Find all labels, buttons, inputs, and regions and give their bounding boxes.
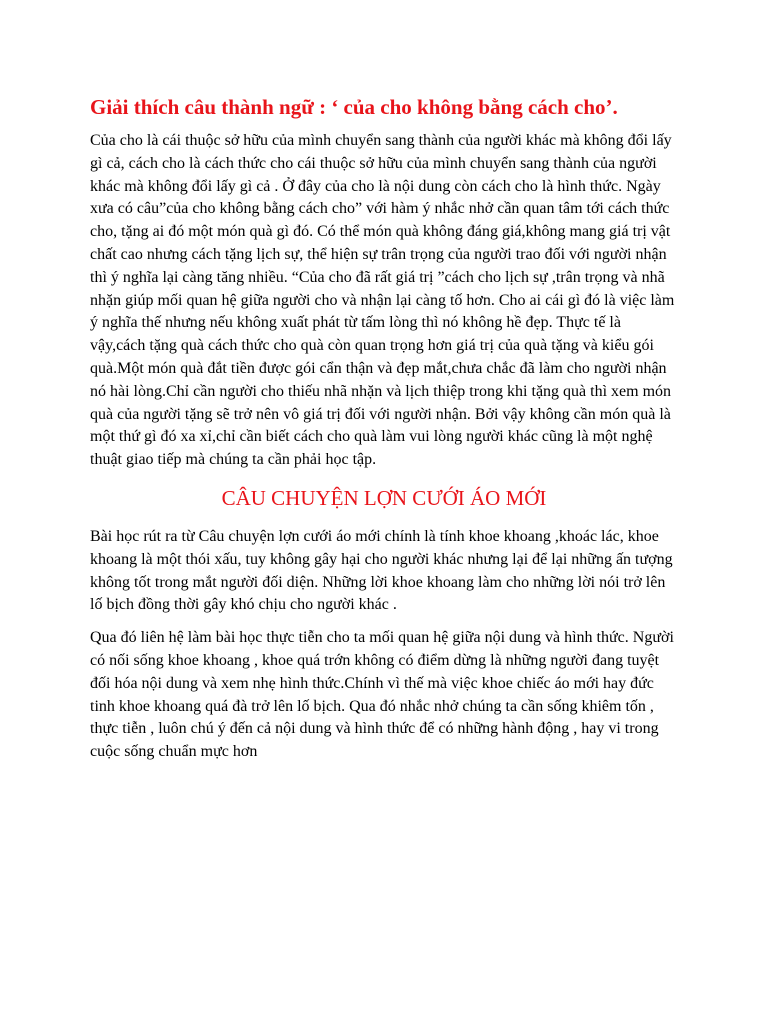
- paragraph-1: Của cho là cái thuộc sở hữu của mình chuyển sang thành của người khác mà không đổi lấy gì cả, cách cho là cách thức cho cái thuộc sở hữu của mình chuyển sang thành của người khác mà không đổi lấy gì cả . Ở đây của cho là nội dung còn cách cho là hình thức. Ngày xưa có câu”của cho không bằng cách cho” với hàm ý nhắc nhở cần quan tâm tới cách thức cho, tặng ai đó một món quà gì đó. Có thể món quà không đáng giá,không mang giá trị vật chất cao nhưng cách tặng lịch sự, thể hiện sự trân trọng của người trao đối với người nhận thì ý nghĩa lại càng tăng nhiều. “Của cho đã rất giá trị ”cách cho lịch sự ,trân trọng và nhã nhặn giúp mối quan hệ giữa người cho và nhận lại càng tố hơn. Cho ai cái gì đó là việc làm ý nghĩa thế nhưng nếu không xuất phát từ tấm lòng thì nó không hề đẹp. Thực tế là vậy,cách tặng quà cách thức cho quà còn quan trọng hơn giá trị của quà tặng và kiểu gói quà.Một món quà đắt tiền được gói cẩn thận và đẹp mắt,chưa chắc đã làm cho người nhận nó hài lòng.Chỉ cần người cho thiếu nhã nhặn và lịch thiệp trong khi tặng quà thì xem món quà của người tặng sẽ trở nên vô giá trị đối với người nhận. Bởi vậy không cần món quà là một thứ gì đó xa xỉ,chỉ cần biết cách cho quà làm vui lòng người khác cũng là một nghệ thuật giao tiếp mà chúng ta cần phải học tập.: [90, 132, 675, 469]
- paragraph-3: Qua đó liên hệ làm bài học thực tiễn cho ta mối quan hệ giữa nội dung và hình thức. Người có nối sống khoe khoang , khoe quá trớn không có điểm dừng là những người đang tuyệt đối hóa nội dung và xem nhẹ hình thức.Chính vì thế mà việc khoe chiếc áo mới hay đức tinh khoe khoang quá đà trở lên lố bịch. Qua đó nhắc nhở chúng ta cần sống khiêm tốn , thực tiễn , luôn chú ý đến cả nội dung và hình thức để có những hành động , hay vi trong cuộc sống chuẩn mực hơn: [90, 629, 674, 761]
- document-title: Giải thích câu thành ngữ : ‘ của cho không bằng cách cho’.: [90, 95, 618, 119]
- section-heading: CÂU CHUYỆN LỢN CƯỚI ÁO MỚI: [221, 485, 547, 510]
- paragraph-2: Bài học rút ra từ Câu chuyện lợn cưới áo mới chính là tính khoe khoang ,khoác lác, khoe khoang là một thói xấu, tuy không gây hại cho người khác nhưng lại để lại những ấn tượng không tốt trong mắt người đối diện. Những lời khoe khoang làm cho những lời nói trở lên lố bịch đồng thời gây khó chịu cho người khác .: [90, 527, 673, 614]
- document-page: [90, 92, 678, 774]
